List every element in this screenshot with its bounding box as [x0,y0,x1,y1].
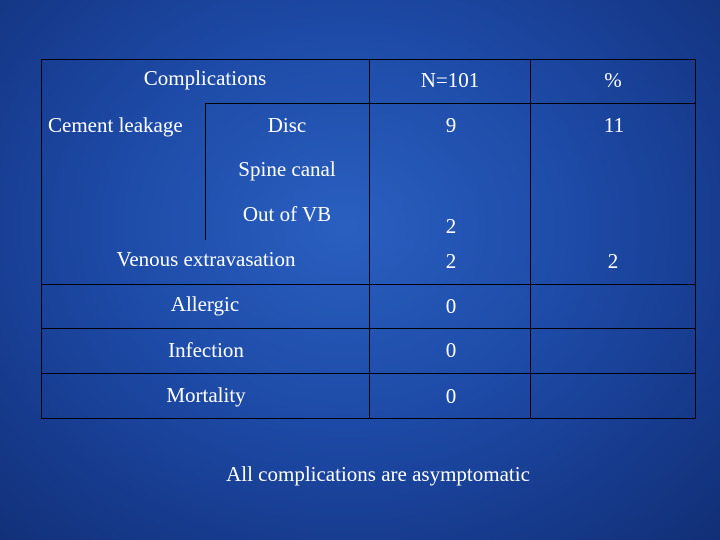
venous-percent: 2 [607,249,619,273]
table-border-right [695,59,696,419]
footer-note: All complications are asymptomatic [226,462,530,486]
infection-n: 0 [445,338,457,362]
spine-canal-label: Spine canal [238,157,336,181]
allergic-label: Allergic [170,292,240,316]
table-rule [205,103,696,104]
out-of-vb-label: Out of VB [242,202,332,226]
disc-n: 9 [445,113,457,137]
disc-percent: 11 [603,113,625,137]
venous-n: 2 [445,249,457,273]
header-percent: % [604,68,622,92]
table-border-left [41,59,42,419]
disc-label: Disc [267,113,307,137]
out-of-vb-n: 2 [445,214,457,238]
allergic-n: 0 [445,294,457,318]
table-rule [530,59,531,419]
table-rule [369,59,370,419]
header-complications: Complications [143,66,267,90]
mortality-n: 0 [445,384,457,408]
cement-leakage-label: Cement leakage [48,113,183,137]
header-n: N=101 [420,68,480,92]
mortality-label: Mortality [166,383,246,407]
venous-label: Venous extravasation [116,247,296,271]
infection-label: Infection [168,338,244,362]
table-rule [205,103,206,240]
